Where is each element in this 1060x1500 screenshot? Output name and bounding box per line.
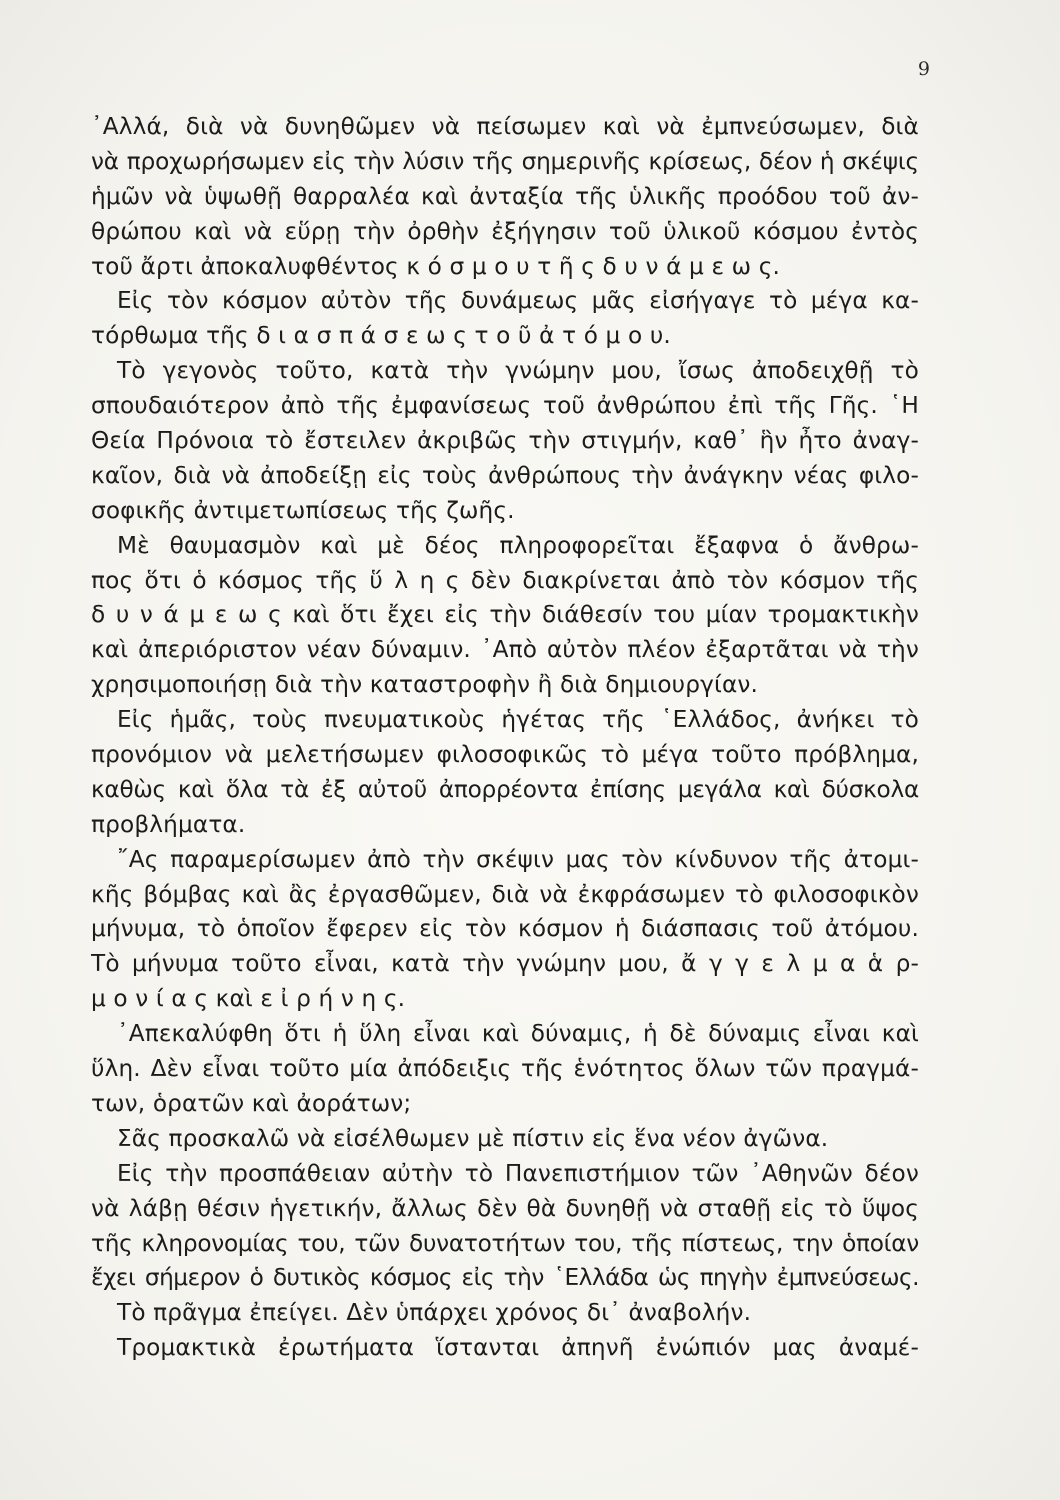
text-line: τῆς κληρονομίας του, τῶν δυνατοτήτων του, τῆς πίστεως, την ὁποίαν: [91, 1229, 919, 1257]
text-line: μήνυμα, τὸ ὁποῖον ἔφερεν εἰς τὸν κόσμον ἡ διάσπασις τοῦ ἀτόμου.: [91, 915, 919, 943]
text-line: πος ὅτι ὁ κόσμος τῆς ὕ λ η ς δὲν διακρίνεται ἀπὸ τὸν κόσμον τῆς: [91, 566, 919, 594]
text-line: χρησιμοποιήσῃ διὰ τὴν καταστροφὴν ἢ διὰ δημιουργίαν.: [91, 671, 759, 699]
text-line: Θεία Πρόνοια τὸ ἔστειλεν ἀκριβῶς τὴν στιγμήν, καθ᾿ ἣν ἦτο ἀναγ-: [91, 427, 919, 455]
text-line: ᾿Απεκαλύφθη ὅτι ἡ ὕλη εἶναι καὶ δύναμις, ἡ δὲ δύναμις εἶναι καὶ: [117, 1020, 919, 1048]
page-number: 9: [917, 58, 930, 80]
text-line: θρώπου καὶ νὰ εὕρῃ τὴν ὀρθὴν ἐξήγησιν τοῦ ὑλικοῦ κόσμου ἐντὸς: [91, 217, 919, 245]
text-line: ᾿Αλλά, διὰ νὰ δυνηθῶμεν νὰ πείσωμεν καὶ νὰ ἐμπνεύσωμεν, διὰ: [91, 113, 919, 140]
text-line: ἔχει σήμερον ὁ δυτικὸς κόσμος εἰς τὴν ῾Ελλάδα ὡς πηγὴν ἐμπνεύσεως.: [91, 1264, 919, 1292]
text-line: Τὸ μήνυμα τοῦτο εἶναι, κατὰ τὴν γνώμην μου, ἄ γ γ ε λ μ α ἁ ρ-: [91, 950, 919, 978]
text-line: καῖον, διὰ νὰ ἀποδείξῃ εἰς τοὺς ἀνθρώπους τὴν ἀνάγκην νέας φιλο-: [91, 461, 919, 489]
text-line: νὰ λάβῃ θέσιν ἡγετικήν, ἄλλως δὲν θὰ δυνηθῇ νὰ σταθῇ εἰς τὸ ὕψος: [91, 1194, 919, 1222]
text-line: καὶ ἀπεριόριστον νέαν δύναμιν. ᾿Απὸ αὐτὸν πλέον ἐξαρτᾶται νὰ τὴν: [91, 636, 919, 664]
text-line: μ ο ν ί α ς καὶ ε ἰ ρ ή ν η ς.: [91, 985, 406, 1013]
text-line: Μὲ θαυμασμὸν καὶ μὲ δέος πληροφορεῖται ἔξαφνα ὁ ἄνθρω-: [117, 531, 919, 559]
body-text: [91, 110, 919, 1366]
text-line: Εἰς τὴν προσπάθειαν αὐτὴν τὸ Πανεπιστήμιον τῶν ᾿Αθηνῶν δέον: [117, 1159, 919, 1187]
text-line: ἡμῶν νὰ ὑψωθῇ θαρραλέα καὶ ἀνταξία τῆς ὑλικῆς προόδου τοῦ ἀν-: [91, 182, 919, 210]
text-line: Σᾶς προσκαλῶ νὰ εἰσέλθωμεν μὲ πίστιν εἰς ἕνα νέον ἀγῶνα.: [117, 1124, 829, 1152]
text-line: των, ὁρατῶν καὶ ἀοράτων;: [91, 1089, 412, 1117]
text-line: προνόμιον νὰ μελετήσωμεν φιλοσοφικῶς τὸ μέγα τοῦτο πρόβλημα,: [91, 741, 919, 769]
text-line: Τὸ γεγονὸς τοῦτο, κατὰ τὴν γνώμην μου, ἴσως ἀποδειχθῇ τὸ: [117, 357, 919, 385]
text-line: ὕλη. Δὲν εἶναι τοῦτο μία ἀπόδειξις τῆς ἑνότητος ὅλων τῶν πραγμά-: [91, 1055, 919, 1083]
text-line: ῎Ας παραμερίσωμεν ἀπὸ τὴν σκέψιν μας τὸν κίνδυνον τῆς ἀτομι-: [117, 845, 919, 873]
text-line: σοφικῆς ἀντιμετωπίσεως τῆς ζωῆς.: [91, 496, 515, 524]
text-line: νὰ προχωρήσωμεν εἰς τὴν λύσιν τῆς σημερινῆς κρίσεως, δέον ἡ σκέψις: [91, 147, 919, 175]
text-line: Εἰς τὸν κόσμον αὐτὸν τῆς δυνάμεως μᾶς εἰσήγαγε τὸ μέγα κα-: [117, 287, 919, 315]
text-line: τόρθωμα τῆς δ ι α σ π ά σ ε ω ς τ ο ῦ ἀ τ ό μ ο υ.: [91, 322, 671, 350]
text-line: δ υ ν ά μ ε ω ς καὶ ὅτι ἔχει εἰς τὴν διάθεσίν του μίαν τρομακτικὴν: [91, 601, 919, 629]
text-line: Τὸ πρᾶγμα ἐπείγει. Δὲν ὑπάρχει χρόνος δι᾿ ἀναβολήν.: [117, 1299, 752, 1327]
text-line: τοῦ ἄρτι ἀποκαλυφθέντος κ ό σ μ ο υ τ ῆ ς δ υ ν ά μ ε ω ς.: [91, 252, 781, 280]
text-line: κῆς βόμβας καὶ ἂς ἐργασθῶμεν, διὰ νὰ ἐκφράσωμεν τὸ φιλοσοφικὸν: [91, 880, 919, 908]
text-line: Εἰς ἡμᾶς, τοὺς πνευματικοὺς ἡγέτας τῆς ῾Ελλάδος, ἀνήκει τὸ: [117, 706, 919, 734]
text-line: Τρομακτικὰ ἐρωτήματα ἵστανται ἀπηνῆ ἐνώπιόν μας ἀναμέ-: [117, 1334, 919, 1362]
text-line: προβλήματα.: [91, 810, 246, 838]
text-line: καθὼς καὶ ὅλα τὰ ἐξ αὐτοῦ ἀπορρέοντα ἐπίσης μεγάλα καὶ δύσκολα: [91, 775, 919, 803]
text-line: σπουδαιότερον ἀπὸ τῆς ἐμφανίσεως τοῦ ἀνθρώπου ἐπὶ τῆς Γῆς. ῾Η: [91, 392, 919, 420]
